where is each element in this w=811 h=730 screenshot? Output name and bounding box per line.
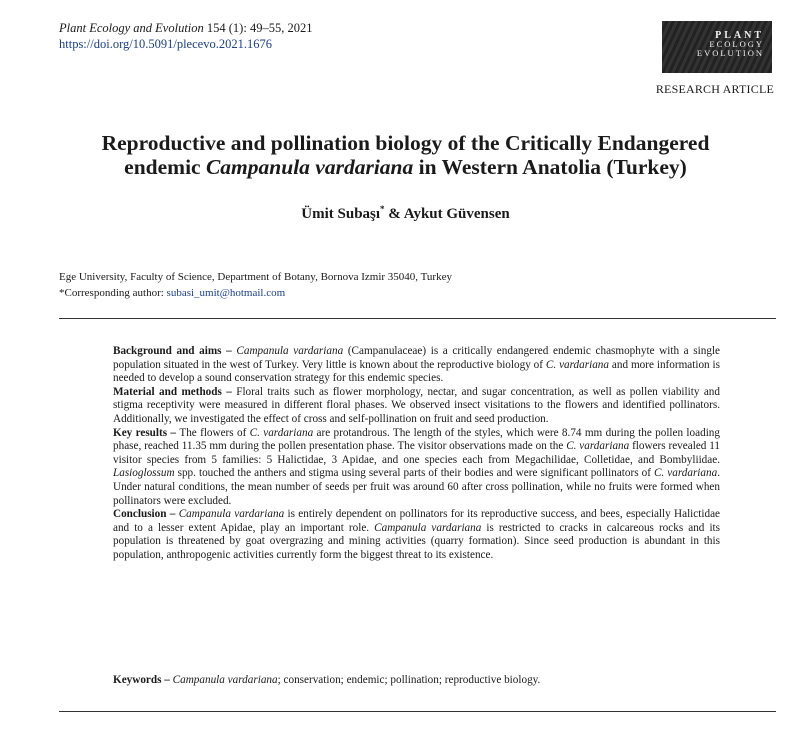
abstract-background <box>113 345 720 386</box>
abstract <box>113 345 720 563</box>
corresponding-author <box>59 285 452 301</box>
title-text: endemic <box>124 155 206 179</box>
logo-line-ecology: ECOLOGY <box>709 39 764 49</box>
abstract-text: Floral traits such as flower morphology, nectar, and sugar concentration, as well as pollen viability and stigma receptivity were measured in different floral phases. We observed insect visitations to the flowers and identified pollinators. Additionally, we investigated the effect of cross and self-pollination on fruit and seed production. <box>113 385 720 425</box>
author-name: Ümit Subaşı <box>301 206 381 222</box>
keywords-list: ; conservation; endemic; pollination; reproductive biology. <box>277 674 541 686</box>
abstract-text: . Under natural conditions, the mean number of seeds per fruit was around 60 after cross pollination, while no fruits were formed when pollinators were excluded. <box>113 467 720 507</box>
species-name: C. vardariana <box>653 467 718 480</box>
journal-citation-block <box>59 20 312 52</box>
author-separator: & <box>384 206 404 222</box>
title-line-1: Reproductive and pollination biology of the Critically Endangered <box>101 131 710 155</box>
species-name: C. vardariana <box>545 358 609 371</box>
title-text: in Western Anatolia (Turkey) <box>413 155 687 179</box>
species-name: Campanula vardariana <box>205 155 414 179</box>
affiliation-block <box>59 269 452 301</box>
species-name: Campanula vardariana <box>178 508 285 521</box>
abstract-text: is restricted to cracks in calcareous rocks and its population is threatened by goat overgrazing and mining activities (quarry formation). Since seed production is abundant in this population, anthropogenic activities currently form the biggest threat to its existence. <box>113 521 721 561</box>
keywords <box>113 674 720 686</box>
divider-bottom <box>59 711 776 712</box>
logo-line-evolution: EVOLUTION <box>696 48 764 58</box>
abstract-text: (Campanulaceae) is a critically endangered endemic chasmophyte with a single population situated in the west of Turkey. Very little is known about the reproductive biology of <box>113 345 721 371</box>
divider-top <box>59 318 776 319</box>
abstract-text: and more information is needed to develop a sound conservation strategy for this endemic species. <box>113 358 721 385</box>
keywords-label: Keywords – <box>113 674 173 686</box>
logo-line-plant: PLANT <box>715 30 764 41</box>
section-label: Background and aims – <box>113 345 237 357</box>
corresponding-mark: * <box>380 204 385 214</box>
journal-name: Plant Ecology and Evolution <box>59 21 204 35</box>
species-name: Campanula vardariana <box>236 345 344 357</box>
journal-logo <box>662 21 772 73</box>
genus-name: Lasioglossum <box>113 467 175 480</box>
species-name: Campanula vardariana <box>172 674 278 686</box>
section-label: Material and methods – <box>113 385 237 398</box>
abstract-text: The flowers of <box>179 426 250 439</box>
article-type-label: RESEARCH ARTICLE <box>655 82 774 96</box>
abstract-text: spp. touched the anthers and stigma using several parts of their bodies and were significant pollinators of <box>174 467 654 480</box>
abstract-text: are protandrous. The length of the styles, which were 8.74 mm during the pollen loading phase, reached 11.35 mm during the pollen presentation phase. The visitor observations made on the <box>113 426 720 453</box>
abstract-text: flowers revealed 11 visitor species from 5 families: 5 Halictidae, 3 Apidae, and one species each from Megachilidae, Colletidae, and Bombyliidae. <box>113 440 720 466</box>
species-name: C. vardariana <box>249 426 314 439</box>
author-name: Aykut Güvensen <box>403 206 510 222</box>
institution: Ege University, Faculty of Science, Department of Botany, Bornova Izmir 35040, Turkey <box>59 271 452 283</box>
abstract-methods <box>113 386 720 427</box>
email-link[interactable]: subasi_umit@hotmail.com <box>166 287 286 299</box>
volume-pages-year: 154 (1): 49–55, 2021 <box>203 21 313 35</box>
title-line-2 <box>40 155 771 179</box>
abstract-conclusion <box>113 508 720 562</box>
journal-citation <box>59 20 312 36</box>
section-label: Key results – <box>113 426 180 439</box>
species-name: C. vardariana <box>566 440 630 453</box>
section-label: Conclusion – <box>113 508 179 521</box>
author-list <box>0 204 811 223</box>
corresponding-label: *Corresponding author: <box>59 287 167 299</box>
abstract-results <box>113 427 720 509</box>
article-title <box>40 131 771 179</box>
doi-link[interactable]: https://doi.org/10.5091/plecevo.2021.1676 <box>59 37 272 51</box>
abstract-text: is entirely dependent on pollinators for its reproductive success, and bees, especially Halictidae and to a lesser extent Apidae, play an important role. <box>113 508 721 534</box>
species-name: Campanula vardariana <box>374 521 482 534</box>
